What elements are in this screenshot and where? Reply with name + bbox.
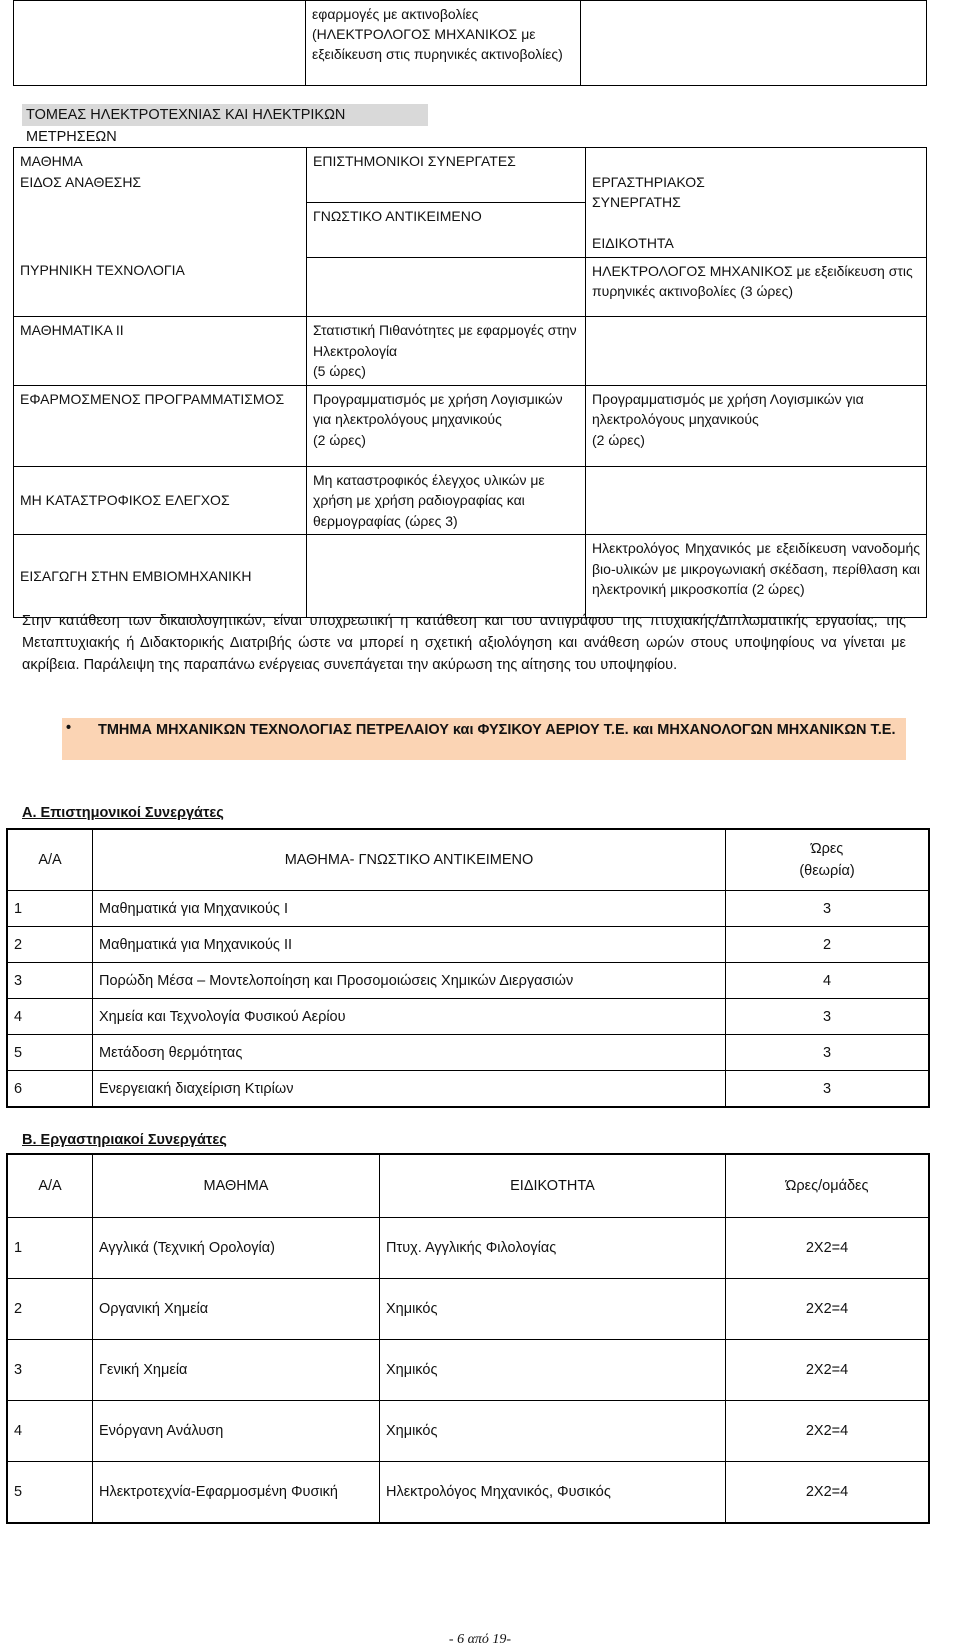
sector-table <box>13 147 927 618</box>
section-b-heading: Β. Εργαστηριακοί Συνεργάτες <box>22 1132 227 1148</box>
row-lab: ΗΛΕΚΤΡΟΛΟΓΟΣ ΜΗΧΑΝΙΚΟΣ με εξειδίκευση στις πυρηνικές ακτινοβολίες (3 ώρες) <box>586 257 927 317</box>
table-row <box>7 1035 929 1071</box>
cell-hours: 2Χ2=4 <box>726 1462 930 1524</box>
table-row <box>7 1218 929 1279</box>
section-a-table <box>6 828 930 1108</box>
row-lab <box>586 317 927 386</box>
cell-hours: 3 <box>726 1035 930 1071</box>
section-a-heading: Α. Επιστημονικοί Συνεργάτες <box>22 805 224 821</box>
cell-specialty: Ηλεκτρολόγος Μηχανικός, Φυσικός <box>380 1462 726 1524</box>
cell-hours: 2Χ2=4 <box>726 1340 930 1401</box>
col-header-subject: ΜΑΘΗΜΑ- ΓΝΩΣΤΙΚΟ ΑΝΤΙΚΕΙΜΕΝΟ <box>93 829 726 891</box>
cell-num: 2 <box>7 927 93 963</box>
table-row <box>7 1279 929 1340</box>
cell-num: 4 <box>7 1401 93 1462</box>
table-row <box>7 891 929 927</box>
header-scientific: ΕΠΙΣΤΗΜΟΝΙΚΟΙ ΣΥΝΕΡΓΑΤΕΣ <box>307 148 586 203</box>
row-course: ΕΙΣΑΓΩΓΗ ΣΤΗΝ ΕΜΒΙΟΜΗΧΑΝΙΚΗ <box>14 535 307 618</box>
cell-hours: 3 <box>726 1071 930 1108</box>
cell-specialty: Χημικός <box>380 1340 726 1401</box>
cell-subject: Ενόργανη Ανάλυση <box>93 1401 380 1462</box>
cell-specialty: Χημικός <box>380 1279 726 1340</box>
cell-hours: 2 <box>726 927 930 963</box>
col-header-subject: ΜΑΘΗΜΑ <box>93 1154 380 1218</box>
cell-num: 5 <box>7 1035 93 1071</box>
col-header-hours: Ώρες (θεωρία) <box>726 829 930 891</box>
empty-cell <box>14 1 306 86</box>
sector-title: ΤΟΜΕΑΣ ΗΛΕΚΤΡΟΤΕΧΝΙΑΣ ΚΑΙ ΗΛΕΚΤΡΙΚΩΝ ΜΕΤΡΗΣΕΩΝ <box>22 104 428 126</box>
cell-num: 1 <box>7 891 93 927</box>
cell-subject: Ενεργειακή διαχείριση Κτιρίων <box>93 1071 726 1108</box>
cell-num: 6 <box>7 1071 93 1108</box>
continuation-text: εφαρμογές με ακτινοβολίες (ΗΛΕΚΤΡΟΛΟΓΟΣ ΜΗΧΑΝΙΚΟΣ με εξειδίκευση στις πυρηνικές ακτινοβολίες) <box>312 6 563 62</box>
row-course: ΜΗ ΚΑΤΑΣΤΡΟΦΙΚΟΣ ΕΛΕΓΧΟΣ <box>14 466 307 535</box>
cell-hours: 3 <box>726 999 930 1035</box>
cell-num: 5 <box>7 1462 93 1524</box>
cell-subject: Γενική Χημεία <box>93 1340 380 1401</box>
row-scientific: Προγραμματισμός με χρήση Λογισμικών για ηλεκτρολόγους μηχανικούς (2 ώρες) <box>307 385 586 466</box>
cell-num: 1 <box>7 1218 93 1279</box>
row-course: ΕΦΑΡΜΟΣΜΕΝΟΣ ΠΡΟΓΡΑΜΜΑΤΙΣΜΟΣ <box>14 385 307 466</box>
continuation-cell <box>306 1 581 86</box>
row-course: ΜΑΘΗΜΑΤΙΚΑ ΙΙ <box>14 317 307 386</box>
row-course: ΠΥΡΗΝΙΚΗ ΤΕΧΝΟΛΟΓΙΑ <box>14 257 307 317</box>
cell-hours: 4 <box>726 963 930 999</box>
cell-subject: Χημεία και Τεχνολογία Φυσικού Αερίου <box>93 999 726 1035</box>
section-b-table <box>6 1153 930 1524</box>
cell-hours: 3 <box>726 891 930 927</box>
col-header-num: Α/Α <box>7 1154 93 1218</box>
department-banner <box>62 718 906 760</box>
cell-subject: Αγγλικά (Τεχνική Ορολογία) <box>93 1218 380 1279</box>
cell-num: 2 <box>7 1279 93 1340</box>
cell-num: 3 <box>7 963 93 999</box>
cell-hours: 2Χ2=4 <box>726 1401 930 1462</box>
cell-subject: Πορώδη Μέσα – Μοντελοποίηση και Προσομοιώσεις Χημικών Διεργασιών <box>93 963 726 999</box>
table-row <box>7 1071 929 1108</box>
table-row <box>7 963 929 999</box>
row-scientific: Μη καταστροφικός έλεγχος υλικών με χρήση με χρήση ραδιογραφίας και θερμογραφίας (ώρες 3) <box>307 466 586 535</box>
cell-hours: 2Χ2=4 <box>726 1279 930 1340</box>
cell-subject: Μαθηματικά για Μηχανικούς Ι <box>93 891 726 927</box>
bullet-icon: • <box>66 720 72 736</box>
row-scientific <box>307 535 586 618</box>
row-lab <box>586 466 927 535</box>
table-row <box>7 1340 929 1401</box>
page-number: - 6 από 19- <box>448 1632 512 1647</box>
cell-subject: Μετάδοση θερμότητας <box>93 1035 726 1071</box>
col-header-specialty: ΕΙΔΙΚΟΤΗΤΑ <box>380 1154 726 1218</box>
row-scientific: Στατιστική Πιθανότητες με εφαρμογές στην Ηλεκτρολογία (5 ώρες) <box>307 317 586 386</box>
header-lab-specialty: ΕΙΔΙΚΟΤΗΤΑ <box>592 235 674 251</box>
cell-subject: Μαθηματικά για Μηχανικούς ΙΙ <box>93 927 726 963</box>
row-lab: Ηλεκτρολόγος Μηχανικός με εξειδίκευση νανοδομής βιο-υλικών με μικρογωνιακή σκέδαση, περίθλαση και ηλεκτρονική μικροσκοπία (2 ώρες) <box>586 535 927 618</box>
row-lab: Προγραμματισμός με χρήση Λογισμικών για ηλεκτρολόγους μηχανικούς (2 ώρες) <box>586 385 927 466</box>
header-course: ΜΑΘΗΜΑ ΕΙΔΟΣ ΑΝΑΘΕΣΗΣ <box>14 148 307 258</box>
col-header-hours: Ώρες/ομάδες <box>726 1154 930 1218</box>
table-row <box>7 999 929 1035</box>
col-header-num: Α/Α <box>7 829 93 891</box>
cell-hours: 2Χ2=4 <box>726 1218 930 1279</box>
table-row <box>7 1401 929 1462</box>
cell-specialty: Πτυχ. Αγγλικής Φιλολογίας <box>380 1218 726 1279</box>
header-lab-title: ΕΡΓΑΣΤΗΡΙΑΚΟΣ ΣΥΝΕΡΓΑΤΗΣ <box>592 173 705 210</box>
header-lab <box>586 148 927 258</box>
cell-num: 4 <box>7 999 93 1035</box>
department-title: ΤΜΗΜΑ ΜΗΧΑΝΙΚΩΝ ΤΕΧΝΟΛΟΓΙΑΣ ΠΕΤΡΕΛΑΙΟΥ και ΦΥΣΙΚΟΥ ΑΕΡΙΟΥ Τ.Ε. και ΜΗΧΑΝΟΛΟΓΩΝ ΜΗΧΑΝΙΚΩΝ Τ.Ε. <box>98 722 896 738</box>
cell-num: 3 <box>7 1340 93 1401</box>
header-subject: ΓΝΩΣΤΙΚΟ ΑΝΤΙΚΕΙΜΕΝΟ <box>307 202 586 257</box>
cell-specialty: Χημικός <box>380 1401 726 1462</box>
table-row <box>7 927 929 963</box>
row-scientific <box>307 257 586 317</box>
continuation-table <box>13 0 927 86</box>
table-row <box>7 1462 929 1524</box>
cell-subject: Ηλεκτροτεχνία-Εφαρμοσμένη Φυσική <box>93 1462 380 1524</box>
notice-paragraph: Στην κατάθεση των δικαιολογητικών, είναι υποχρεωτική η κατάθεση και του αντιγράφου της πτυχιακής/Διπλωματικής εργασίας, της Μεταπτυχιακής ή Διδακτορικής Διατριβής ώστε να μπορεί η σχετική αξιολόγηση και ανάθεση ωρών στους υποψηφίους να γίνεται με ακρίβεια. Παράλειψη της παραπάνω ενέργειας συνεπάγεται την ακύρωση της αίτησης του υποψηφίου. <box>22 613 906 673</box>
empty-cell <box>581 1 927 86</box>
cell-subject: Οργανική Χημεία <box>93 1279 380 1340</box>
